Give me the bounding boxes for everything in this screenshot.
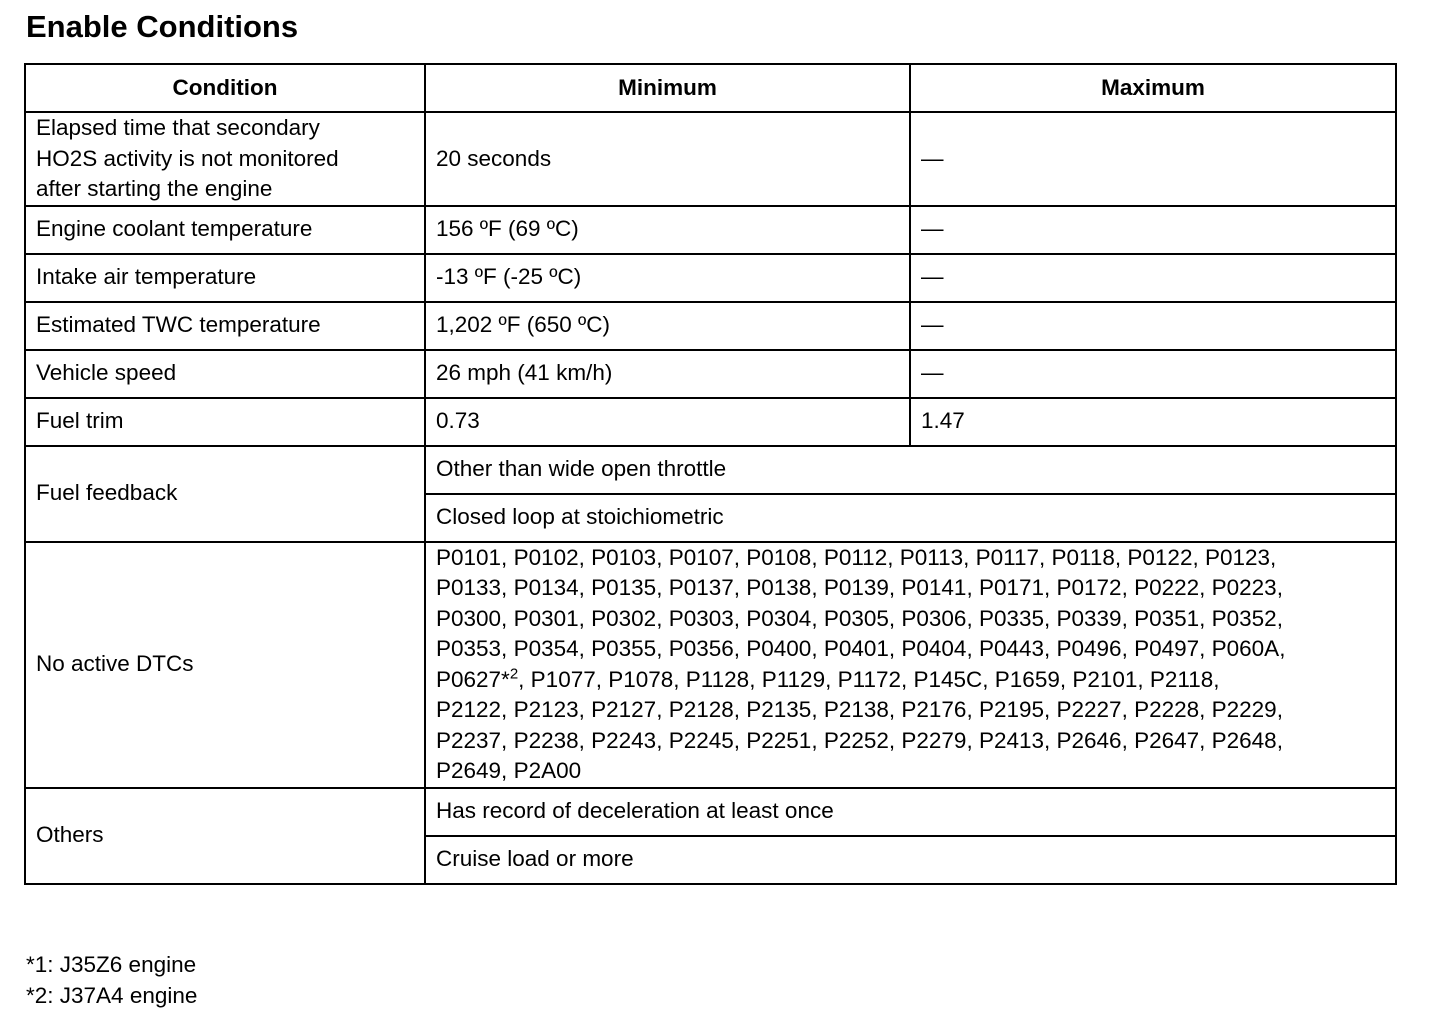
condition-cell: Intake air temperature <box>25 254 425 302</box>
merged-value-cell: Closed loop at stoichiometric <box>425 494 1396 542</box>
condition-cell: Fuel feedback <box>25 446 425 542</box>
table-row <box>25 788 1396 836</box>
dtc-line: P0101, P0102, P0103, P0107, P0108, P0112, P0113, P0117, P0118, P0122, P0123, <box>436 544 1277 570</box>
dtc-line: P2122, P2123, P2127, P2128, P2135, P2138, P2176, P2195, P2227, P2228, P2229, <box>436 697 1283 722</box>
maximum-cell: 1.47 <box>910 398 1396 446</box>
enable-conditions-table <box>24 63 1397 885</box>
dtc-line: P2649, P2A00 <box>436 758 582 783</box>
footnote: *2: J37A4 engine <box>26 982 198 1008</box>
table-header-row <box>25 64 1396 112</box>
condition-line: after starting the engine <box>36 176 273 201</box>
merged-value-cell: Other than wide open throttle <box>425 446 1396 494</box>
minimum-cell: 26 mph (41 km/h) <box>425 350 910 398</box>
condition-cell: Estimated TWC temperature <box>25 302 425 350</box>
header-condition: Condition <box>25 64 425 112</box>
condition-cell: No active DTCs <box>25 542 425 788</box>
footnotes <box>26 950 197 1011</box>
condition-cell: Vehicle speed <box>25 350 425 398</box>
merged-value-cell: Has record of deceleration at least once <box>425 788 1396 836</box>
header-maximum: Maximum <box>910 64 1396 112</box>
table-row <box>25 398 1396 446</box>
condition-cell: Engine coolant temperature <box>25 206 425 254</box>
dtc-codes-rest: , P1077, P1078, P1128, P1129, P1172, P145C, P1659, P2101, P2118, <box>518 666 1220 692</box>
dtc-list-cell <box>425 542 1396 788</box>
minimum-cell: 0.73 <box>425 398 910 446</box>
dtc-line: P0133, P0134, P0135, P0137, P0138, P0139, P0141, P0171, P0172, P0222, P0223, <box>436 575 1283 600</box>
maximum-cell: — <box>910 112 1396 206</box>
maximum-cell: — <box>910 350 1396 398</box>
condition-cell <box>25 112 425 206</box>
footnote-marker: 2 <box>509 665 519 682</box>
page-title: Enable Conditions <box>26 9 299 44</box>
merged-value-cell: Cruise load or more <box>425 836 1396 884</box>
maximum-cell: — <box>910 206 1396 254</box>
dtc-line: P2237, P2238, P2243, P2245, P2251, P2252, P2279, P2413, P2646, P2647, P2648, <box>436 727 1283 753</box>
maximum-cell: — <box>910 254 1396 302</box>
footnote: *1: J35Z6 engine <box>26 952 197 977</box>
minimum-cell: 1,202 ºF (650 ºC) <box>425 302 910 350</box>
maximum-cell: — <box>910 302 1396 350</box>
dtc-code: P0627* <box>436 666 510 692</box>
table-row <box>25 254 1396 302</box>
table-row <box>25 206 1396 254</box>
table-row <box>25 446 1396 494</box>
table-row <box>25 112 1396 206</box>
dtc-line <box>436 665 1385 696</box>
condition-cell: Others <box>25 788 425 884</box>
minimum-cell: -13 ºF (-25 ºC) <box>425 254 910 302</box>
dtc-line: P0353, P0354, P0355, P0356, P0400, P0401, P0404, P0443, P0496, P0497, P060A, <box>436 636 1286 661</box>
condition-line: HO2S activity is not monitored <box>36 145 339 171</box>
header-minimum: Minimum <box>425 64 910 112</box>
condition-cell: Fuel trim <box>25 398 425 446</box>
dtc-line: P0300, P0301, P0302, P0303, P0304, P0305, P0306, P0335, P0339, P0351, P0352, <box>436 605 1283 631</box>
table-row <box>25 302 1396 350</box>
condition-line: Elapsed time that secondary <box>36 115 320 140</box>
table-row <box>25 542 1396 788</box>
minimum-cell: 156 ºF (69 ºC) <box>425 206 910 254</box>
table-row <box>25 350 1396 398</box>
minimum-cell: 20 seconds <box>425 112 910 206</box>
